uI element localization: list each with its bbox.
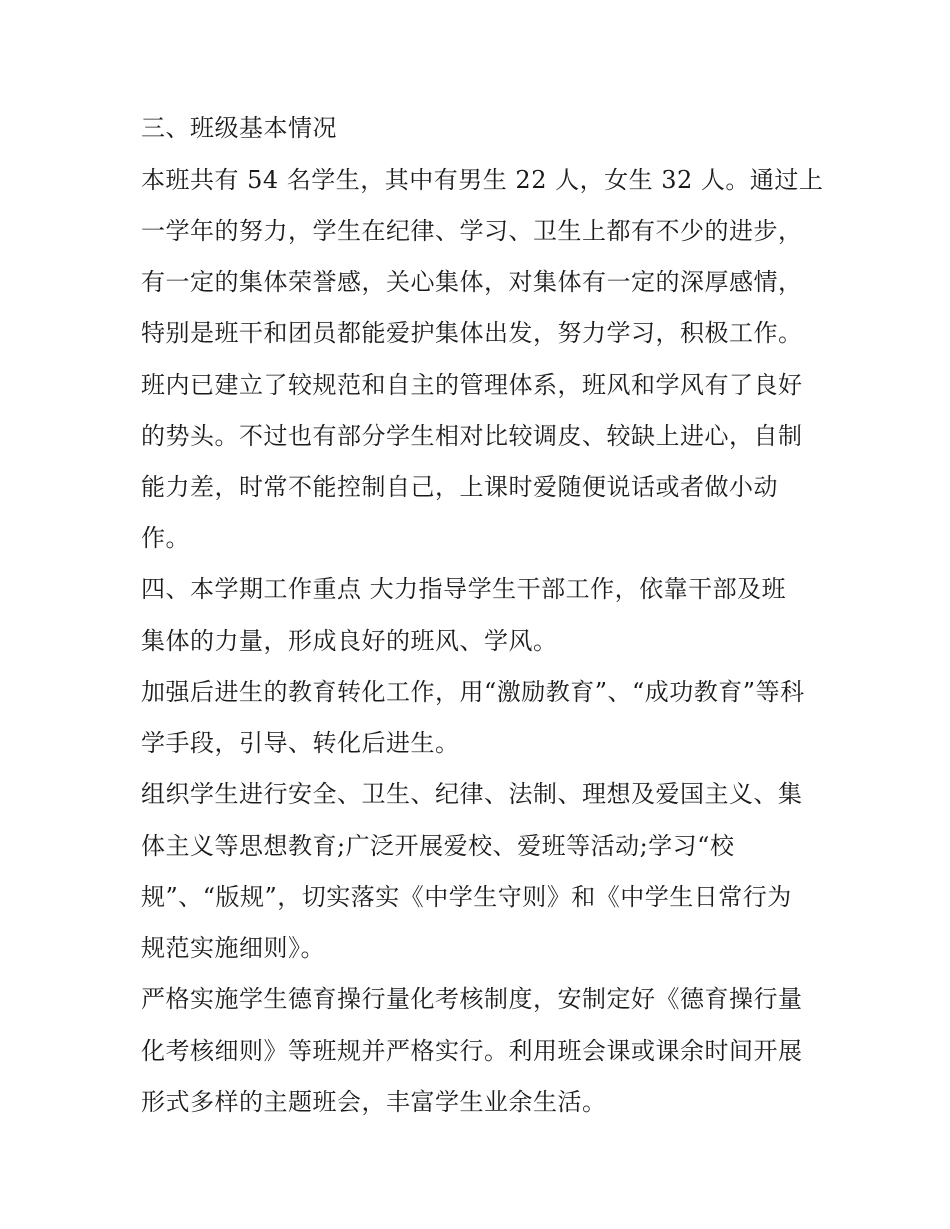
text-line: 能力差，时常不能控制自己，上课时爱随便说话或者做小动	[141, 473, 778, 501]
section-heading-class-situation: 三、班级基本情况	[141, 114, 337, 142]
text-line: 有一定的集体荣誉感，关心集体，对集体有一定的深厚感情，	[141, 268, 803, 296]
text-line: 集体的力量，形成良好的班风、学风。	[141, 627, 558, 655]
text-line: 规范实施细则》。	[141, 934, 325, 962]
text-line: 加强后进生的教育转化工作，用“激励教育”、“成功教育”等科	[141, 678, 805, 706]
text-line: 一学年的努力，学生在纪律、学习、卫生上都有不少的进步，	[141, 217, 803, 245]
text-line: 作。	[141, 524, 190, 552]
text-line: 组织学生进行安全、卫生、纪律、法制、理想及爱国主义、集	[141, 780, 803, 808]
text-line: 的势头。不过也有部分学生相对比较调皮、较缺上进心，自制	[141, 422, 803, 450]
text-line: 本班共有 54 名学生，其中有男生 22 人，女生 32 人。通过上	[141, 166, 824, 194]
text-line: 规”、“版规”，切实落实《中学生守则》和《中学生日常行为	[141, 883, 792, 911]
text-line: 严格实施学生德育操行量化考核制度，安制定好《德育操行量	[141, 985, 803, 1013]
text-line: 体主义等思想教育;广泛开展爱校、爱班等活动;学习“校	[141, 832, 735, 860]
text-line: 化考核细则》等班规并严格实行。利用班会课或课余时间开展	[141, 1037, 803, 1065]
text-line: 学手段，引导、转化后进生。	[141, 729, 460, 757]
text-line: 形式多样的主题班会，丰富学生业余生活。	[141, 1088, 607, 1116]
section-heading-semester-focus: 四、本学期工作重点 大力指导学生干部工作，依靠干部及班	[141, 575, 787, 603]
text-line: 特别是班干和团员都能爱护集体出发，努力学习，积极工作。	[141, 319, 803, 347]
text-line: 班内已建立了较规范和自主的管理体系，班风和学风有了良好	[141, 371, 803, 399]
